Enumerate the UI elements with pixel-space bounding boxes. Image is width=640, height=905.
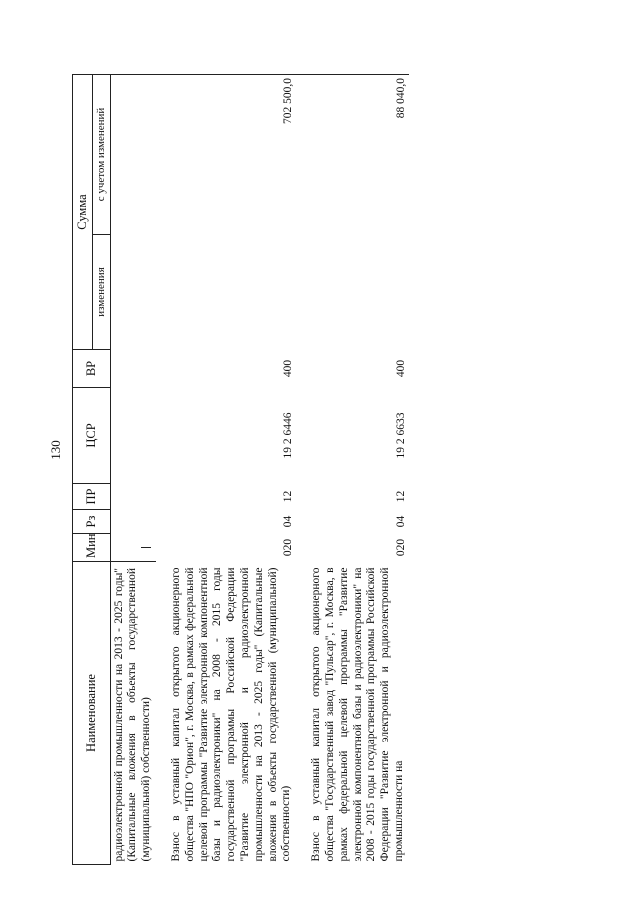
row-changes	[110, 235, 156, 350]
col-header-sum: Сумма	[73, 75, 93, 350]
row-changes	[308, 235, 409, 350]
row-desc: Взнос в уставный капитал открытого акционерного общества "Государственный завод "Пульсар", г. Москва, в рамках федеральной целевой программы "Развитие электронной компонентной базы и радиоэлектроники" на 2008 - 2015 годы государственной программы Российской Федерации "Развитие электронной и радиоэлектронной промышленности на	[310, 567, 405, 862]
budget-table	[72, 74, 409, 865]
row-csr	[110, 388, 156, 484]
table-row	[308, 75, 409, 865]
row-min: 020	[394, 538, 407, 557]
row-vr: 400	[282, 359, 295, 378]
col-header-min: Мин	[73, 534, 111, 562]
row-desc: Взнос в уставный капитал открытого акционерного общества "НПО "Орион", г. Москва, в рамках федеральной целевой программы "Развитие электронной компонентной базы и радиоэлектроники" на 2008 - 2015 годы государственной программы Российской Федерации "Развитие электронной и радиоэлектронной промышленности на 2013 - 2025 годы" (Капитальные вложения в объекты государственной (муниципальной) собственности)	[170, 567, 293, 862]
row-rz: 04	[282, 515, 295, 528]
col-header-csr: ЦСР	[73, 388, 111, 484]
row-rz	[110, 510, 156, 534]
row-gap	[296, 75, 308, 865]
page-number: 130	[48, 440, 63, 460]
row-min: 020	[282, 538, 295, 557]
column-stub	[141, 547, 151, 548]
table-row	[168, 75, 296, 865]
row-pr	[110, 484, 156, 510]
row-changes	[168, 235, 296, 350]
col-header-rz: Рз	[73, 510, 111, 534]
col-header-pr: ПР	[73, 484, 111, 510]
col-header-vr: ВР	[73, 350, 111, 388]
row-csr: 19 2 6446	[282, 412, 295, 459]
row-total	[110, 75, 156, 235]
row-vr: 400	[394, 359, 407, 378]
row-vr	[110, 350, 156, 388]
row-csr: 19 2 6633	[394, 412, 407, 459]
row-rz: 04	[394, 515, 407, 528]
row-pr: 12	[394, 490, 407, 503]
row-total: 702 500,0	[168, 75, 296, 235]
row-gap	[156, 75, 168, 865]
row-desc: радиоэлектронной промышленности на 2013 - 2025 годы" (Капитальные вложения в объекты государственной (муниципальной) собственности)	[112, 568, 153, 862]
row-min	[110, 534, 156, 562]
col-header-name: Наименование	[73, 562, 111, 865]
table-row	[110, 75, 156, 865]
row-total: 88 040,0	[308, 75, 409, 235]
row-pr: 12	[282, 490, 295, 503]
col-header-with-changes: с учетом изменений	[93, 75, 111, 235]
col-header-changes: изменения	[93, 235, 111, 350]
